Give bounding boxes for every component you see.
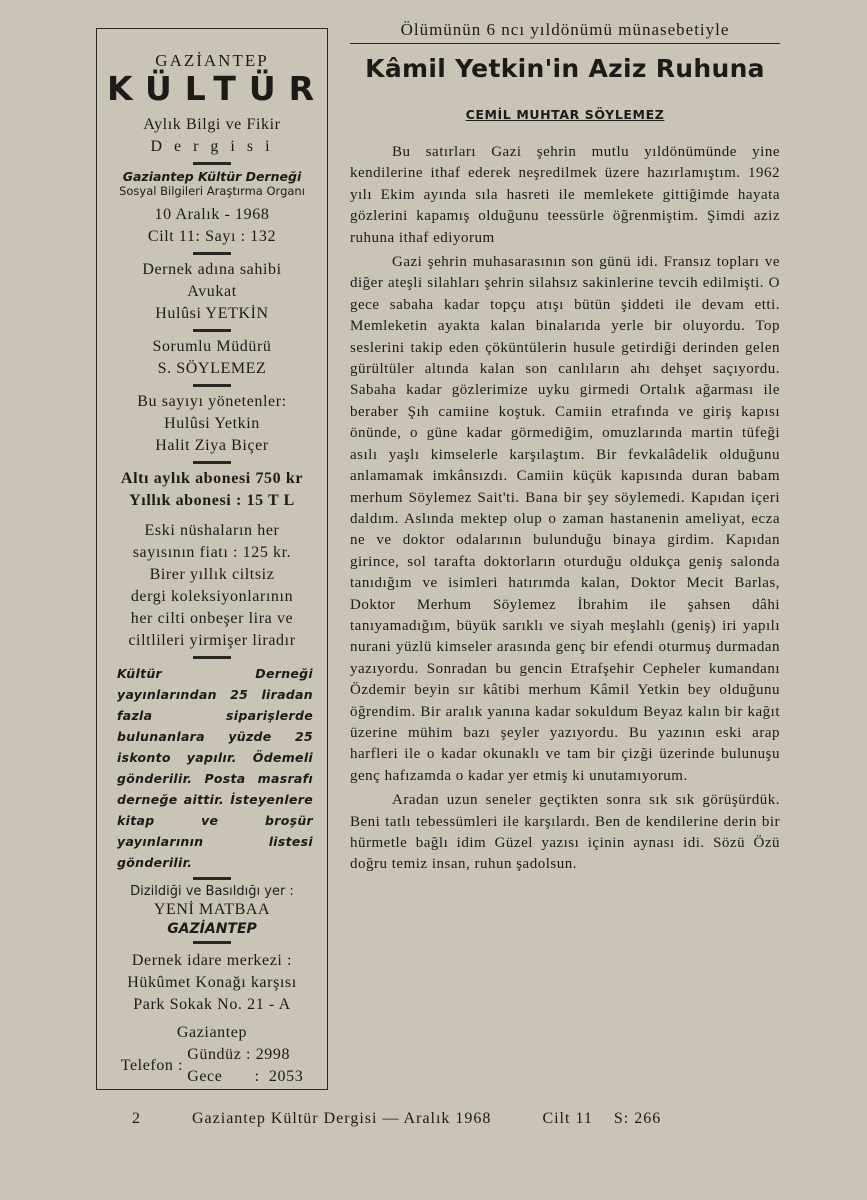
organ-label: Sosyal Bilgileri Araştırma Organı (119, 184, 305, 198)
divider (193, 461, 231, 464)
journal-name: Gaziantep Kültür Dergisi — Aralık 1968 (192, 1110, 492, 1127)
collection-text: dergi koleksiyonlarının (130, 588, 294, 605)
owner-name: Hulûsi YETKİN (155, 305, 269, 322)
page-reference: S: 266 (613, 1110, 662, 1127)
magazine-name: KÜLTÜR (107, 69, 328, 108)
issue-number: Cilt 11: Sayı : 132 (147, 228, 277, 245)
magazine-subtitle: Aylık Bilgi ve Fikir (143, 116, 281, 133)
collection-text: ciltlileri yirmişer liradır (128, 632, 296, 649)
phone-label: Telefon : (120, 1057, 184, 1074)
subscription-yearly: Yıllık abonesi : 15 T L (129, 492, 295, 509)
article-kicker: Ölümünün 6 ncı yıldönümü münasebetiyle (400, 20, 730, 39)
society-name: Gaziantep Kültür Derneği (122, 169, 302, 184)
divider (193, 941, 231, 944)
divider (193, 252, 231, 255)
page-footer (132, 1110, 707, 1128)
discount-notice: Kültür Derneği yayınlarından 25 liradan fazla siparişlerde bulunanlara yüzde 25 iskonto yapılır. Ödemeli gönderilir. Posta masrafı derneğe aittir. İsteyenlere kitap ve broşür yayınlarının listesi gönderilir. (117, 666, 313, 870)
managers-label: Bu sayıyı yönetenler: (137, 393, 287, 410)
divider (193, 656, 231, 659)
divider (193, 384, 231, 387)
editor-label: Sorumlu Müdürü (152, 338, 272, 355)
back-issues-price: sayısının fiatı : 125 kr. (132, 544, 292, 561)
phone-block (97, 1044, 327, 1088)
address-line: Park Sokak No. 21 - A (133, 996, 291, 1013)
manager-name: Halit Ziya Biçer (155, 437, 269, 454)
page-number: 2 (132, 1110, 141, 1127)
phone-night: Gece : 2053 (187, 1068, 304, 1085)
printer-city: GAZİANTEP (167, 921, 257, 937)
phone-day: Gündüz : 2998 (187, 1046, 291, 1063)
article-paragraph: Bu satırları Gazi şehrin mutlu yıldönümünde yine kendilerine ithaf ederek neşredilmek üzere hazırlamıştım. 1962 yılı Ekim ayında sıla hasreti ile memlekete gittiğimde hayata gözlerini kapamış olduğunu teessürle öğrenmiştim. Şimdi aziz ruhuna ithaf ediyorum (350, 144, 780, 246)
issue-date: 10 Aralık - 1968 (154, 206, 270, 223)
article (350, 20, 780, 876)
owner-title: Avukat (187, 283, 237, 300)
collection-text: her cilti onbeşer lira ve (130, 610, 294, 627)
magazine-subtitle-2: D e r g i s i (150, 138, 274, 155)
owner-label: Dernek adına sahibi (142, 261, 282, 278)
article-paragraph: Gazi şehrin muhasarasının son günü idi. Fransız topları ve diğer ateşli silahları şehrin silahsız sakinlerine tevcih edilmişti. O gece sabaha kadar topçu atışı bütün şiddeti ile devam etti. Memleketin ayakta kalan binalarıda yerle bir oluyordu. Top seslerini takip eden çöküntülerin husule getirdiği derinden gelen gürültüler altında kalan son canlıların ahı dehşet saçıyordu. Sabaha kadar gözlerimize uyku girmedi Ortalık ağarması ile beraber Şıh camiine koştuk. Camiin etrafında ve giriş kapısı önünde, o güne kadar görmediğim, omuzlarında martin tüfeği asılı yaşlı kimselerle karşılaştım. Bir fevkalâdelik olduğunu anlamamak imkânsızdı. Camiin küçük kapısında duran babam merhum Söylemez Sait'ti. Bana bir şey söylemedi. Kapıdan içeri daldım. Aslında mektep olup o zaman hastanenin ameliyat, ecza ne ve doktor odalarının bulunduğu binaya girdim. Kapıdan girince, sol tarafta doktorların oturduğu oldukça geniş salonda tanıdığım ve isimleri hatırımda kalan, Doktor Mecit Barlas, Doktor Merhum Söylemez İbrahim ile şahsen dâhi tanıyamadığım, büyük sarıklı ve siyah meşlahlı (geniş) iri yapılı nurani yüzlü kimseler arasında genç bir efendi oturmuş durmadan yazıyordu. Sonradan bu gencin Etrafşehir Cepheler kumandanı Özdemir beyin sır kâtibi merhum Kâmil Yetkin bey olduğunu öğrendim. Bir aralık yanına kadar sokuldum Beyaz kalın bir kağıt üzerine mühim bazı şeyler yazıyordu. Bu yazının eski arap harfleri ile o kadar okunaklı ve tam bir çizği üzerinde bulunuşu genç hafızamda o kadar yer etmiş ki unutamıyorum. (350, 254, 780, 784)
divider (193, 162, 231, 165)
article-title: Kâmil Yetkin'in Aziz Ruhuna (365, 54, 765, 83)
divider (193, 877, 231, 880)
manager-name: Hulûsi Yetkin (164, 415, 260, 432)
volume: Cilt 11 (542, 1110, 593, 1127)
address-city: Gaziantep (176, 1024, 248, 1041)
collection-text: Birer yıllık ciltsiz (149, 566, 275, 583)
address-line: Hükûmet Konağı karşısı (127, 974, 297, 991)
printer-name: YENİ MATBAA (153, 901, 271, 918)
back-issues: Eski nüshaların her (144, 522, 280, 539)
address-label: Dernek idare merkezi : (131, 952, 293, 969)
divider (350, 43, 780, 44)
article-paragraph: Aradan uzun seneler geçtikten sonra sık sık görüşürdük. Beni tatlı tebessümleri ile karşılardı. Ben de kendilerine derin bir hürmetle bağlı idim Güzel yazısı içinin aynası idi. Sözü Özü doğru temiz insan, ruhun şadolsun. (350, 792, 780, 873)
article-byline: CEMİL MUHTAR SÖYLEMEZ (465, 107, 665, 122)
divider (193, 329, 231, 332)
editor-name: S. SÖYLEMEZ (157, 360, 267, 377)
printed-label: Dizildiği ve Basıldığı yer : (130, 884, 294, 899)
subscription-6-months: Altı aylık abonesi 750 kr (120, 470, 304, 487)
city-name: GAZİANTEP (155, 51, 269, 70)
masthead-sidebar (96, 28, 328, 1090)
